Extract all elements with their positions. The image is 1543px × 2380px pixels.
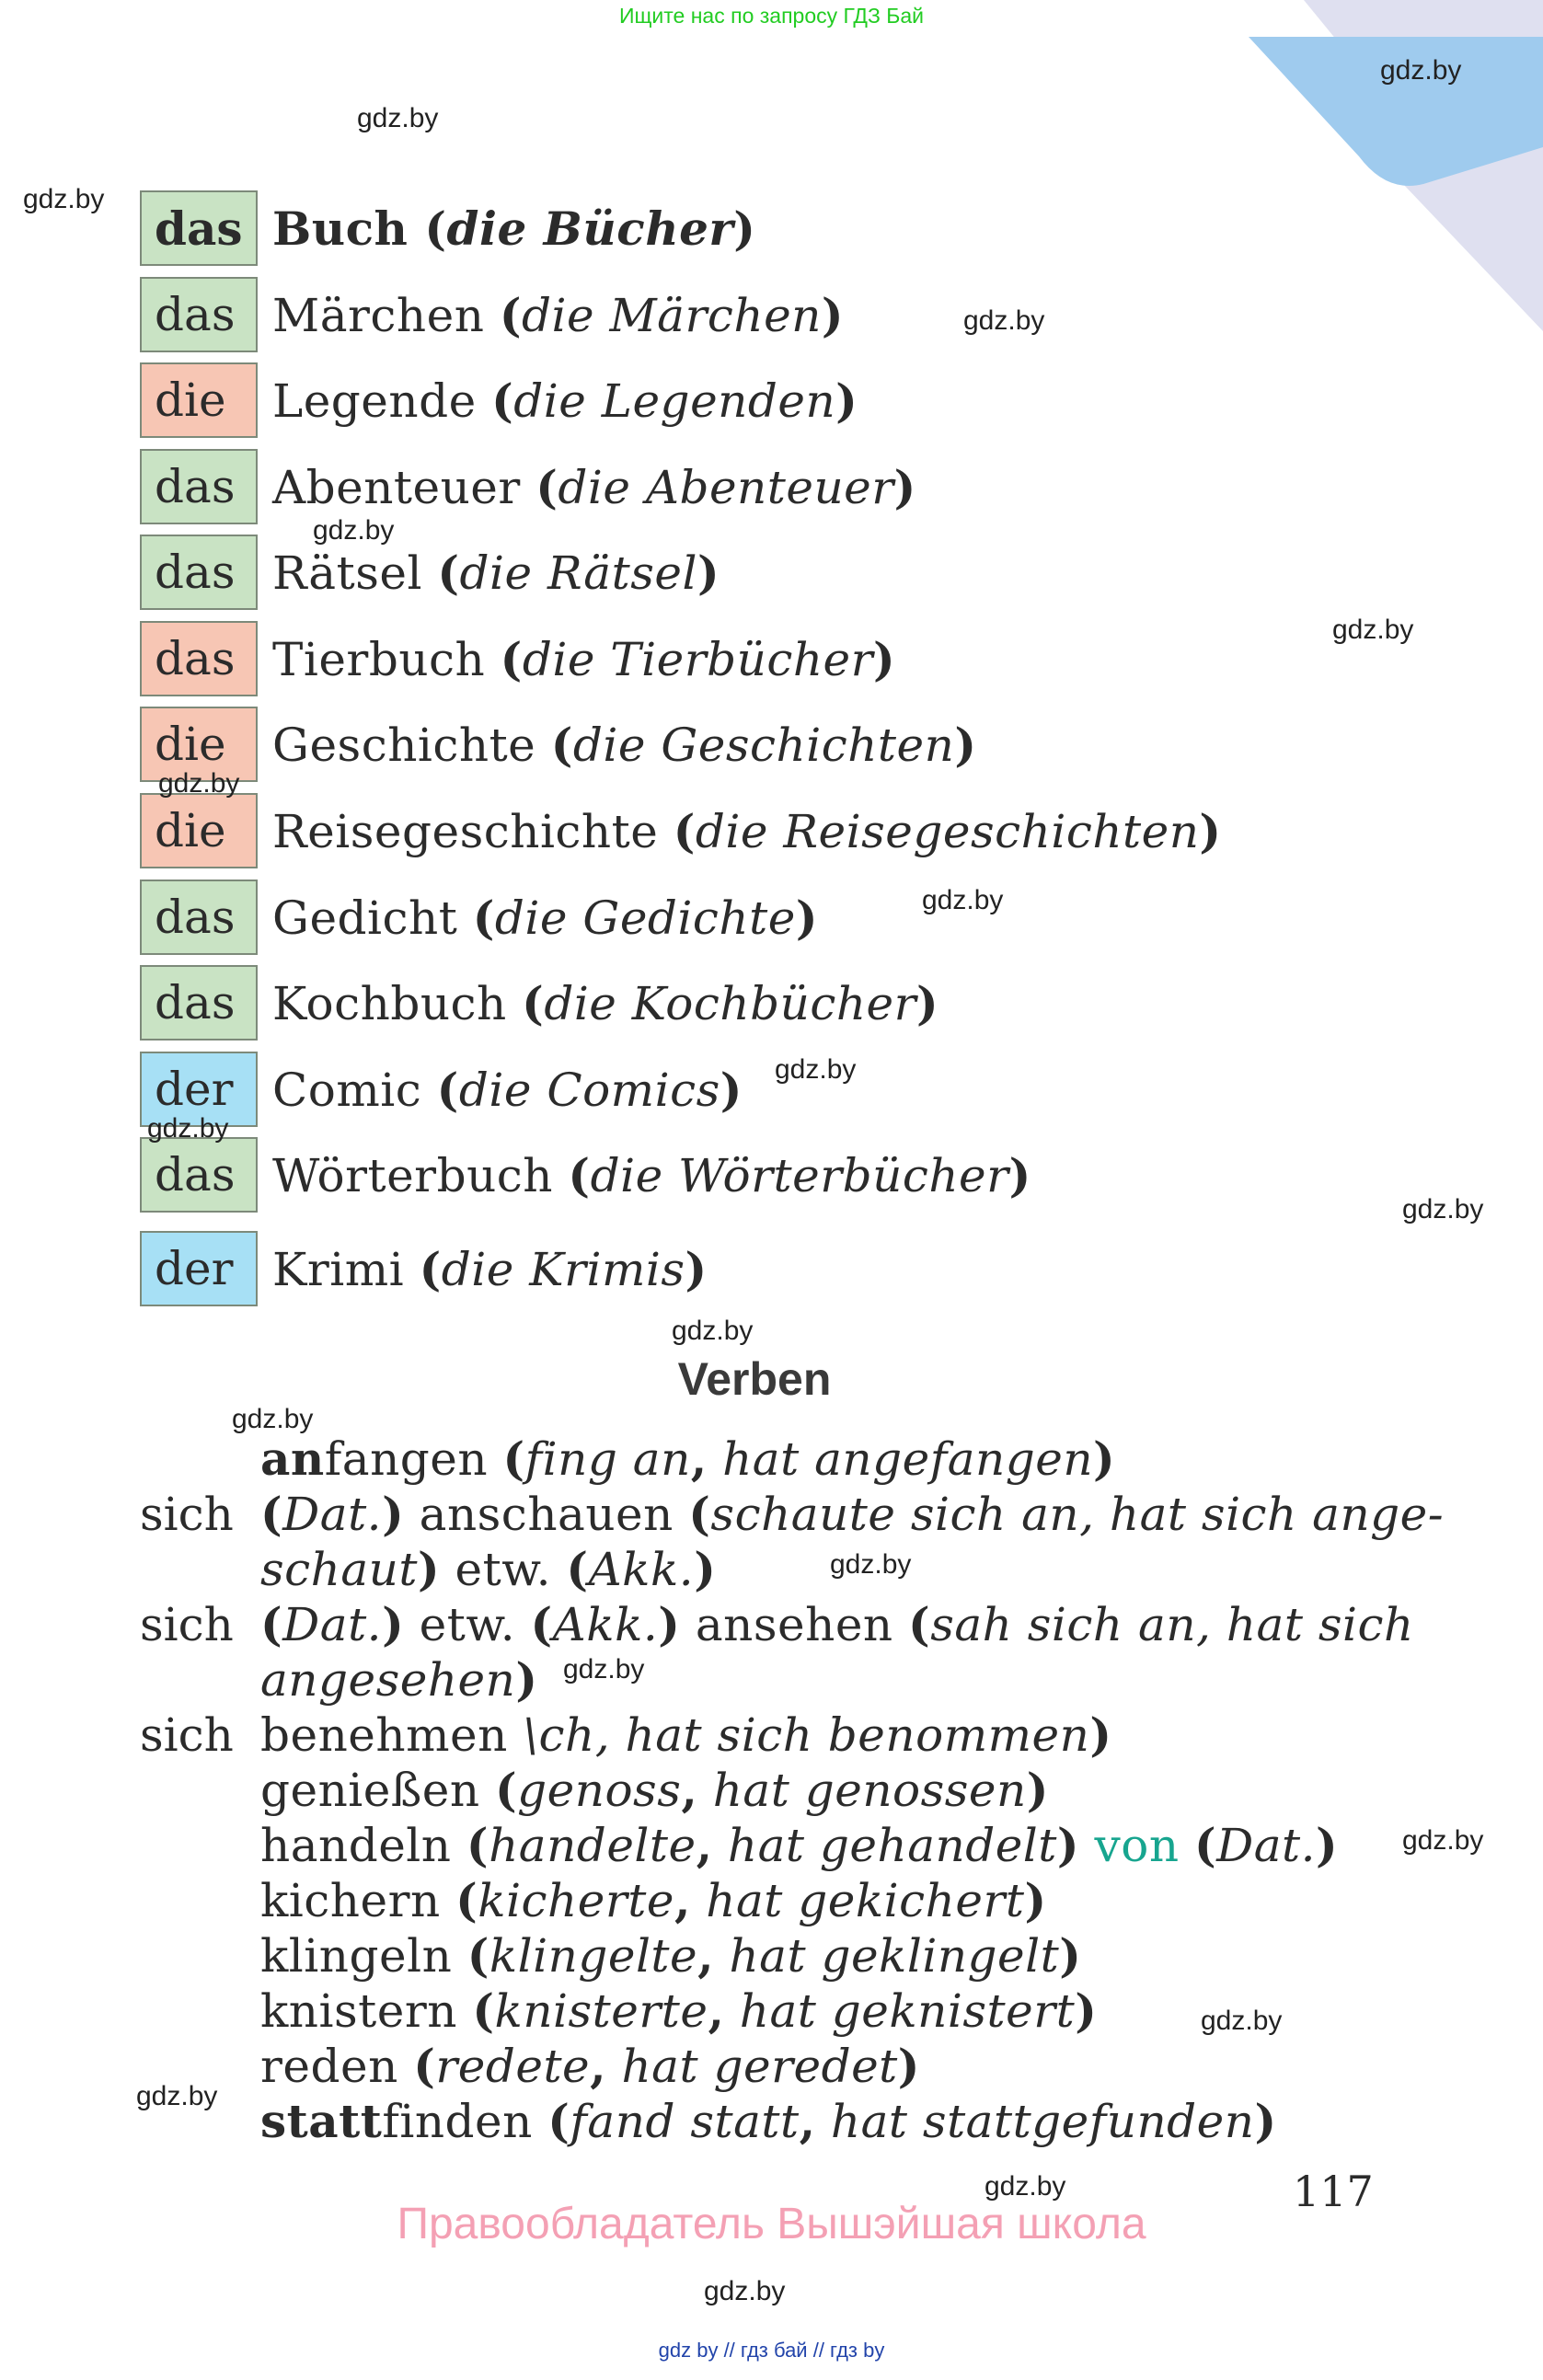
verb-entry-continued: angesehen) [260, 1652, 538, 1707]
verb-entry: klingeln (klingelte, hat geklingelt) [260, 1928, 1082, 1983]
noun-entry: Wörterbuch (die Wörterbücher) [272, 1147, 1031, 1202]
watermark: gdz.by [232, 1404, 314, 1434]
noun-entry: Legende (die Legenden) [272, 373, 858, 428]
watermark: gdz.by [672, 1316, 754, 1346]
watermark: gdz.by [23, 184, 105, 214]
noun-entry: Rätsel (die Rätsel) [272, 545, 720, 600]
noun-row [140, 1136, 1031, 1213]
sich-label: sich [140, 1598, 234, 1651]
sich-label: sich [140, 1708, 234, 1762]
noun-row [140, 362, 858, 439]
noun-entry: Buch (die Bücher) [272, 201, 756, 256]
watermark: gdz.by [985, 2171, 1066, 2202]
noun-entry: Geschichte (die Geschichten) [272, 717, 977, 772]
article-box: der [140, 1231, 258, 1306]
noun-row [140, 448, 916, 525]
noun-row [140, 879, 818, 956]
noun-entry: Gedicht (die Gedichte) [272, 890, 818, 945]
article-box: das [140, 190, 258, 266]
watermark: gdz.by [963, 305, 1045, 336]
copyright-notice: Правообладатель Вышэйшая школа [397, 2200, 1146, 2248]
verb-entry: (Dat.) anschauen (schaute sich an, hat sich ange- [260, 1487, 1445, 1541]
watermark: gdz.by [1402, 1825, 1484, 1856]
article-box: das [140, 621, 258, 696]
article-box: das [140, 880, 258, 955]
article-box: das [140, 277, 258, 352]
article-box: das [140, 535, 258, 610]
noun-entry: Comic (die Comics) [272, 1062, 743, 1117]
verb-entry: kichern (kicherte, hat gekichert) [260, 1873, 1047, 1927]
article-box: das [140, 449, 258, 524]
watermark: gdz.by [1201, 2006, 1283, 2036]
corner-decoration [1249, 0, 1543, 331]
top-banner[interactable]: Ищите нас по запросу ГДЗ Бай [618, 4, 925, 28]
noun-row [140, 1230, 708, 1307]
watermark: gdz.by [830, 1549, 912, 1580]
watermark: gdz.by [1402, 1194, 1484, 1224]
article-box: der [140, 1052, 258, 1127]
sich-label: sich [140, 1488, 234, 1541]
verb-entry: knistern (knisterte, hat geknistert) [260, 1983, 1098, 2038]
noun-row [140, 792, 1222, 869]
noun-row [140, 190, 755, 267]
article-box: die [140, 793, 258, 868]
watermark: gdz.by [1332, 615, 1414, 645]
noun-entry: Krimi (die Krimis) [272, 1241, 708, 1296]
watermark: gdz.by [158, 768, 240, 799]
article-box: das [140, 1137, 258, 1213]
noun-entry: Tierbuch (die Tierbücher) [272, 631, 896, 686]
footer-links[interactable]: gdz by // гдз бай // гдз by [658, 2339, 885, 2362]
verb-entry: genießen (genoss, hat genossen) [260, 1763, 1049, 1817]
verb-entry: benehmen \ch, hat sich benommen) [260, 1707, 1112, 1762]
noun-entry: Abenteuer (die Abenteuer) [272, 459, 916, 514]
watermark: gdz.by [775, 1054, 857, 1085]
noun-row [140, 1051, 743, 1128]
article-box: das [140, 965, 258, 1041]
verb-entry: anfangen (fing an, hat angefangen) [260, 1431, 1116, 1486]
watermark: gdz.by [563, 1654, 645, 1684]
watermark: gdz.by [147, 1113, 229, 1144]
noun-row [140, 706, 977, 783]
noun-row [140, 620, 895, 697]
article-box: die [140, 707, 258, 782]
noun-entry: Kochbuch (die Kochbücher) [272, 975, 939, 1030]
verb-entry: (Dat.) etw. (Akk.) ansehen (sah sich an, hat sich [260, 1597, 1414, 1651]
watermark: gdz.by [313, 515, 395, 546]
noun-row [140, 276, 844, 353]
noun-entry: Reisegeschichte (die Reisegeschichten) [272, 803, 1222, 858]
verb-entry-continued: schaut) etw. (Akk.) [260, 1542, 717, 1596]
noun-row [140, 964, 938, 1041]
article-box: die [140, 362, 258, 438]
watermark: gdz.by [922, 885, 1004, 915]
noun-entry: Märchen (die Märchen) [272, 287, 845, 342]
verb-entry: handeln (handelte, hat gehandelt) von (Dat.) [260, 1818, 1339, 1872]
watermark: gdz.by [357, 103, 439, 133]
noun-row [140, 534, 720, 611]
watermark: gdz.by [1380, 55, 1462, 86]
verb-entry: stattfinden (fand statt, hat stattgefunden) [260, 2094, 1277, 2148]
verb-entry: reden (redete, hat geredet) [260, 2039, 920, 2093]
watermark: gdz.by [704, 2276, 786, 2306]
section-heading: Verben [677, 1353, 832, 1405]
page-number: 117 [1293, 2167, 1374, 2216]
watermark: gdz.by [136, 2081, 218, 2111]
